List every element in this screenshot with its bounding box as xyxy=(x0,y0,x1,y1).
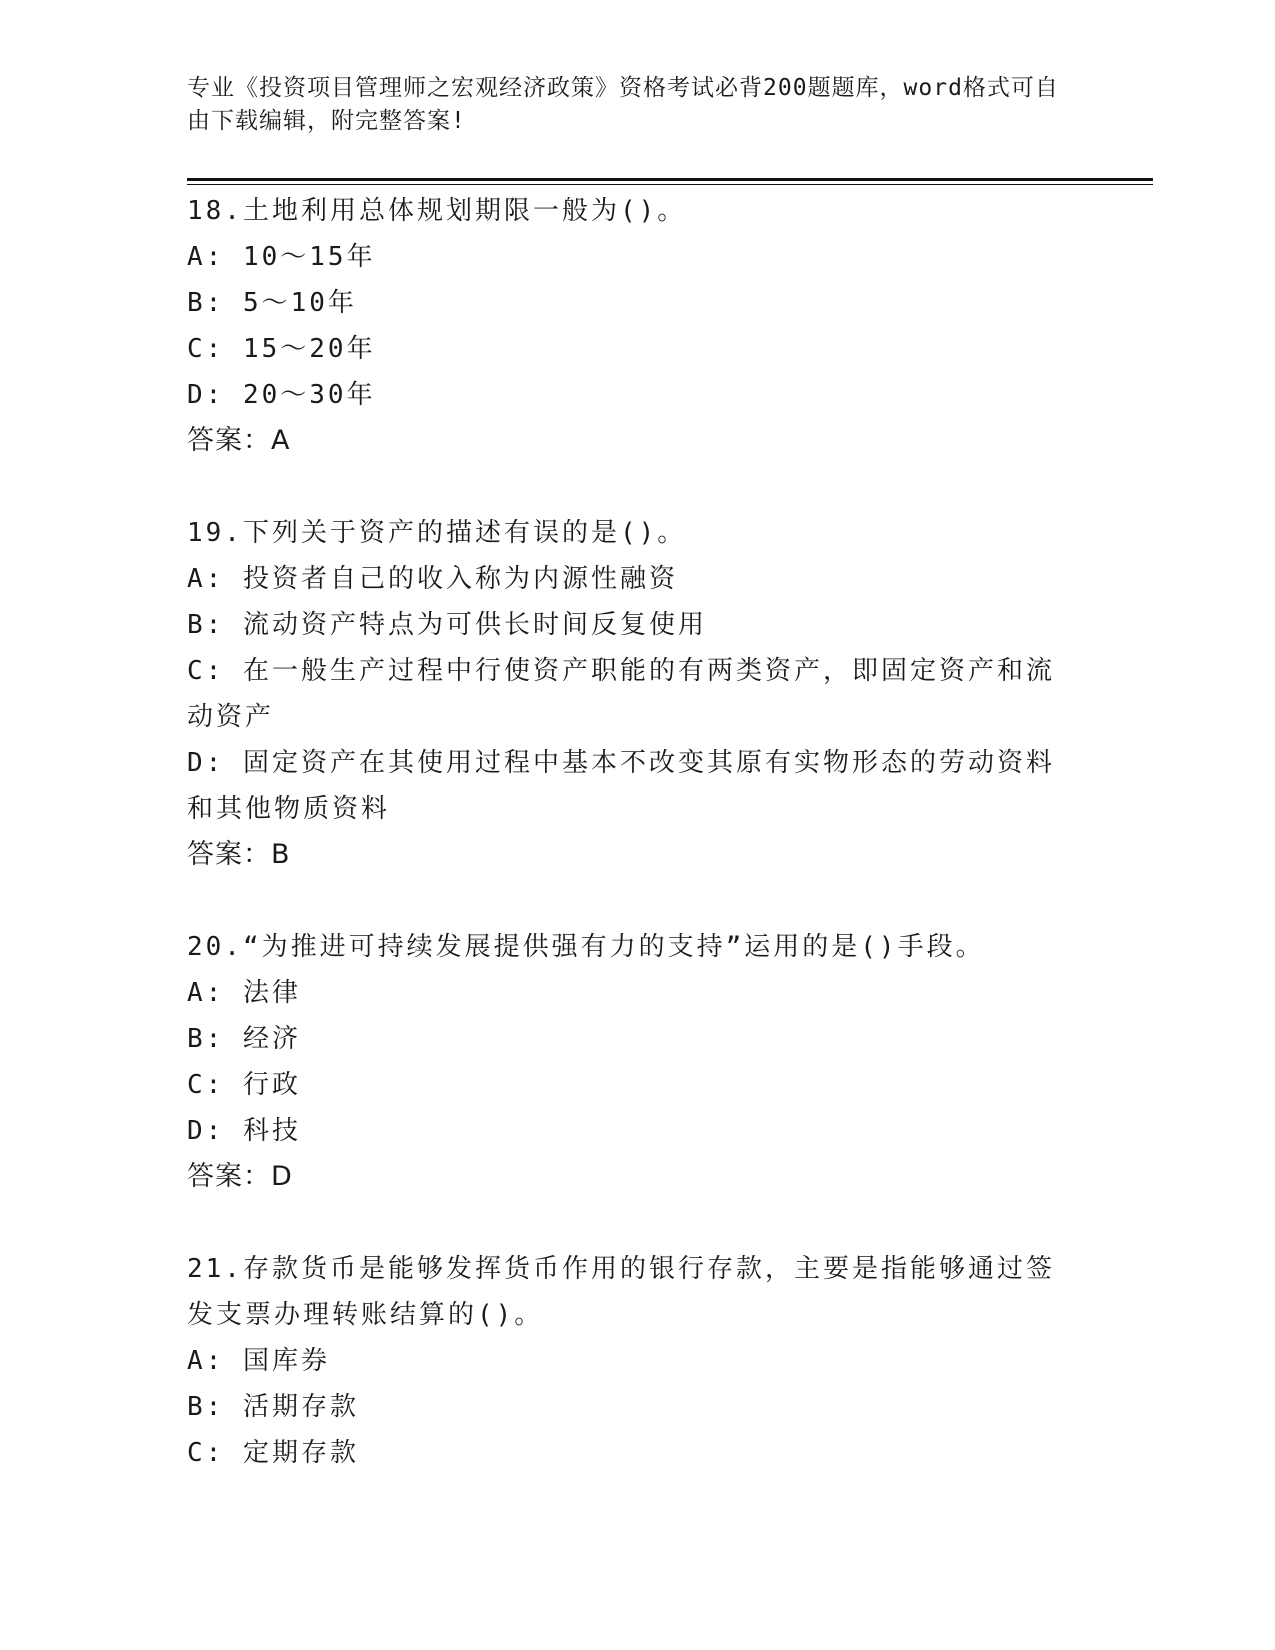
option-b: B: 活期存款 xyxy=(187,1392,359,1422)
question-19 xyxy=(187,510,1077,878)
option-c: C: 行政 xyxy=(187,1070,301,1100)
option-a: A: 国库券 xyxy=(187,1346,330,1376)
answer: 答案：B xyxy=(187,839,291,870)
question-stem: 18.土地利用总体规划期限一般为()。 xyxy=(187,196,687,226)
question-18 xyxy=(187,188,1077,464)
document-title: 专业《投资项目管理师之宏观经济政策》资格考试必背200题题库，word格式可自由下载编辑，附完整答案! xyxy=(187,75,1059,134)
option-b: B: 经济 xyxy=(187,1024,301,1054)
header-divider-thick xyxy=(187,178,1153,181)
document-header xyxy=(187,72,1067,138)
option-a: A: 投资者自己的收入称为内源性融资 xyxy=(187,564,678,594)
answer: 答案：D xyxy=(187,1161,293,1192)
header-divider-thin xyxy=(187,184,1153,185)
option-d: D: 固定资产在其使用过程中基本不改变其原有实物形态的劳动资料和其他物质资料 xyxy=(187,748,1055,824)
question-stem: 21.存款货币是能够发挥货币作用的银行存款，主要是指能够通过签发支票办理转账结算的()。 xyxy=(187,1254,1055,1330)
answer: 答案：A xyxy=(187,425,291,456)
option-d: D: 20～30年 xyxy=(187,380,376,410)
option-b: B: 5～10年 xyxy=(187,288,357,318)
question-20 xyxy=(187,924,1077,1200)
option-a: A: 10～15年 xyxy=(187,242,376,272)
option-b: B: 流动资产特点为可供长时间反复使用 xyxy=(187,610,707,640)
option-c: C: 15～20年 xyxy=(187,334,376,364)
option-c: C: 定期存款 xyxy=(187,1438,359,1468)
option-c: C: 在一般生产过程中行使资产职能的有两类资产，即固定资产和流动资产 xyxy=(187,656,1055,732)
option-a: A: 法律 xyxy=(187,978,301,1008)
question-list xyxy=(187,188,1077,1476)
question-stem: 20.“为推进可持续发展提供强有力的支持”运用的是()手段。 xyxy=(187,932,985,962)
question-21 xyxy=(187,1246,1077,1476)
option-d: D: 科技 xyxy=(187,1116,301,1146)
question-stem: 19.下列关于资产的描述有误的是()。 xyxy=(187,518,687,548)
